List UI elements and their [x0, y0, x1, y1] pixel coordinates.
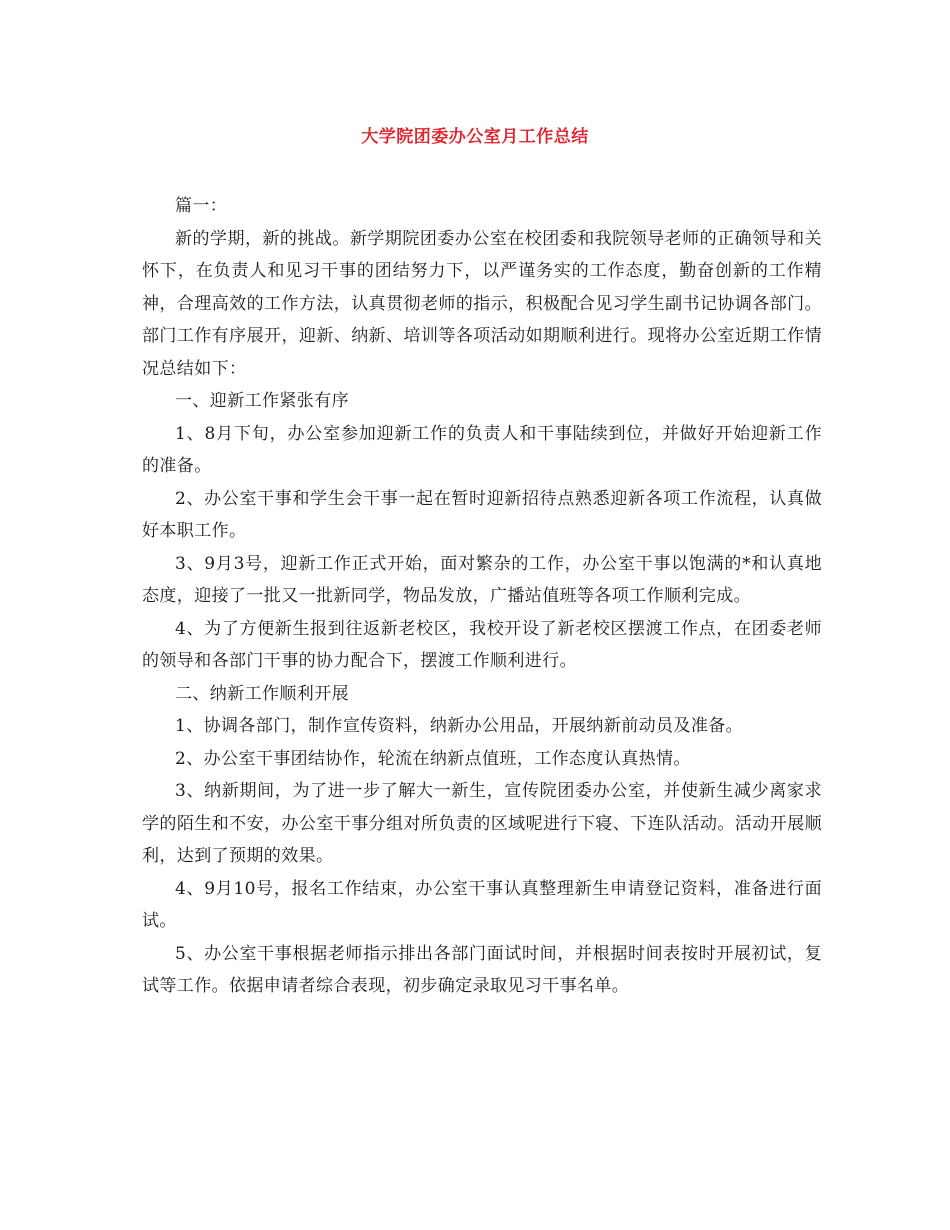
welcome-item-1: 1、8月下旬，办公室参加迎新工作的负责人和干事陆续到位，并做好开始迎新工作的准备。: [142, 423, 822, 476]
section-heading-welcome: 一、迎新工作紧张有序: [175, 391, 349, 411]
recruitment-item-2: 2、办公室干事团结协作，轮流在纳新点值班，工作态度认真热情。: [175, 748, 691, 769]
document-body: [142, 190, 822, 1003]
document-title: 大学院团委办公室月工作总结: [361, 127, 589, 147]
recruitment-item-4: 4、9月10号，报名工作结束，办公室干事认真整理新生申请登记资料，准备进行面试。: [142, 878, 822, 931]
welcome-item-2: 2、办公室干事和学生会干事一起在暂时迎新招待点熟悉迎新各项工作流程，认真做好本职工作。: [142, 488, 822, 541]
welcome-item-4: 4、为了方便新生报到往返新老校区，我校开设了新老校区摆渡工作点，在团委老师的领导和各部门干事的协力配合下，摆渡工作顺利进行。: [142, 618, 822, 671]
section-label: 篇一：: [175, 196, 228, 216]
recruitment-item-5: 5、办公室干事根据老师指示排出各部门面试时间，并根据时间表按时开展初试，复试等工作。依据申请者综合表现，初步确定录取见习干事名单。: [142, 943, 822, 996]
recruitment-item-1: 1、协调各部门，制作宣传资料，纳新办公用品，开展纳新前动员及准备。: [175, 716, 744, 736]
section-heading-recruitment: 二、纳新工作顺利开展: [175, 683, 349, 704]
recruitment-item-3: 3、纳新期间，为了进一步了解大一新生，宣传院团委办公室，并使新生减少离家求学的陌生和不安，办公室干事分组对所负责的区域呢进行下寝、下连队活动。活动开展顺利，达到了预期的效果。: [142, 781, 822, 866]
welcome-item-3: 3、9月3号，迎新工作正式开始，面对繁杂的工作，办公室干事以饱满的*和认真地态度，迎接了一批又一批新同学，物品发放，广播站值班等各项工作顺利完成。: [142, 553, 822, 606]
intro-paragraph: 新的学期，新的挑战。新学期院团委办公室在校团委和我院领导老师的正确领导和关怀下，在负责人和见习干事的团结努力下，以严谨务实的工作态度，勤奋创新的工作精神，合理高效的工作方法，认真贯彻老师的指示，积极配合见习学生副书记协调各部门。部门工作有序展开，迎新、纳新、培训等各项活动如期顺利进行。现将办公室近期工作情况总结如下：: [142, 228, 822, 379]
